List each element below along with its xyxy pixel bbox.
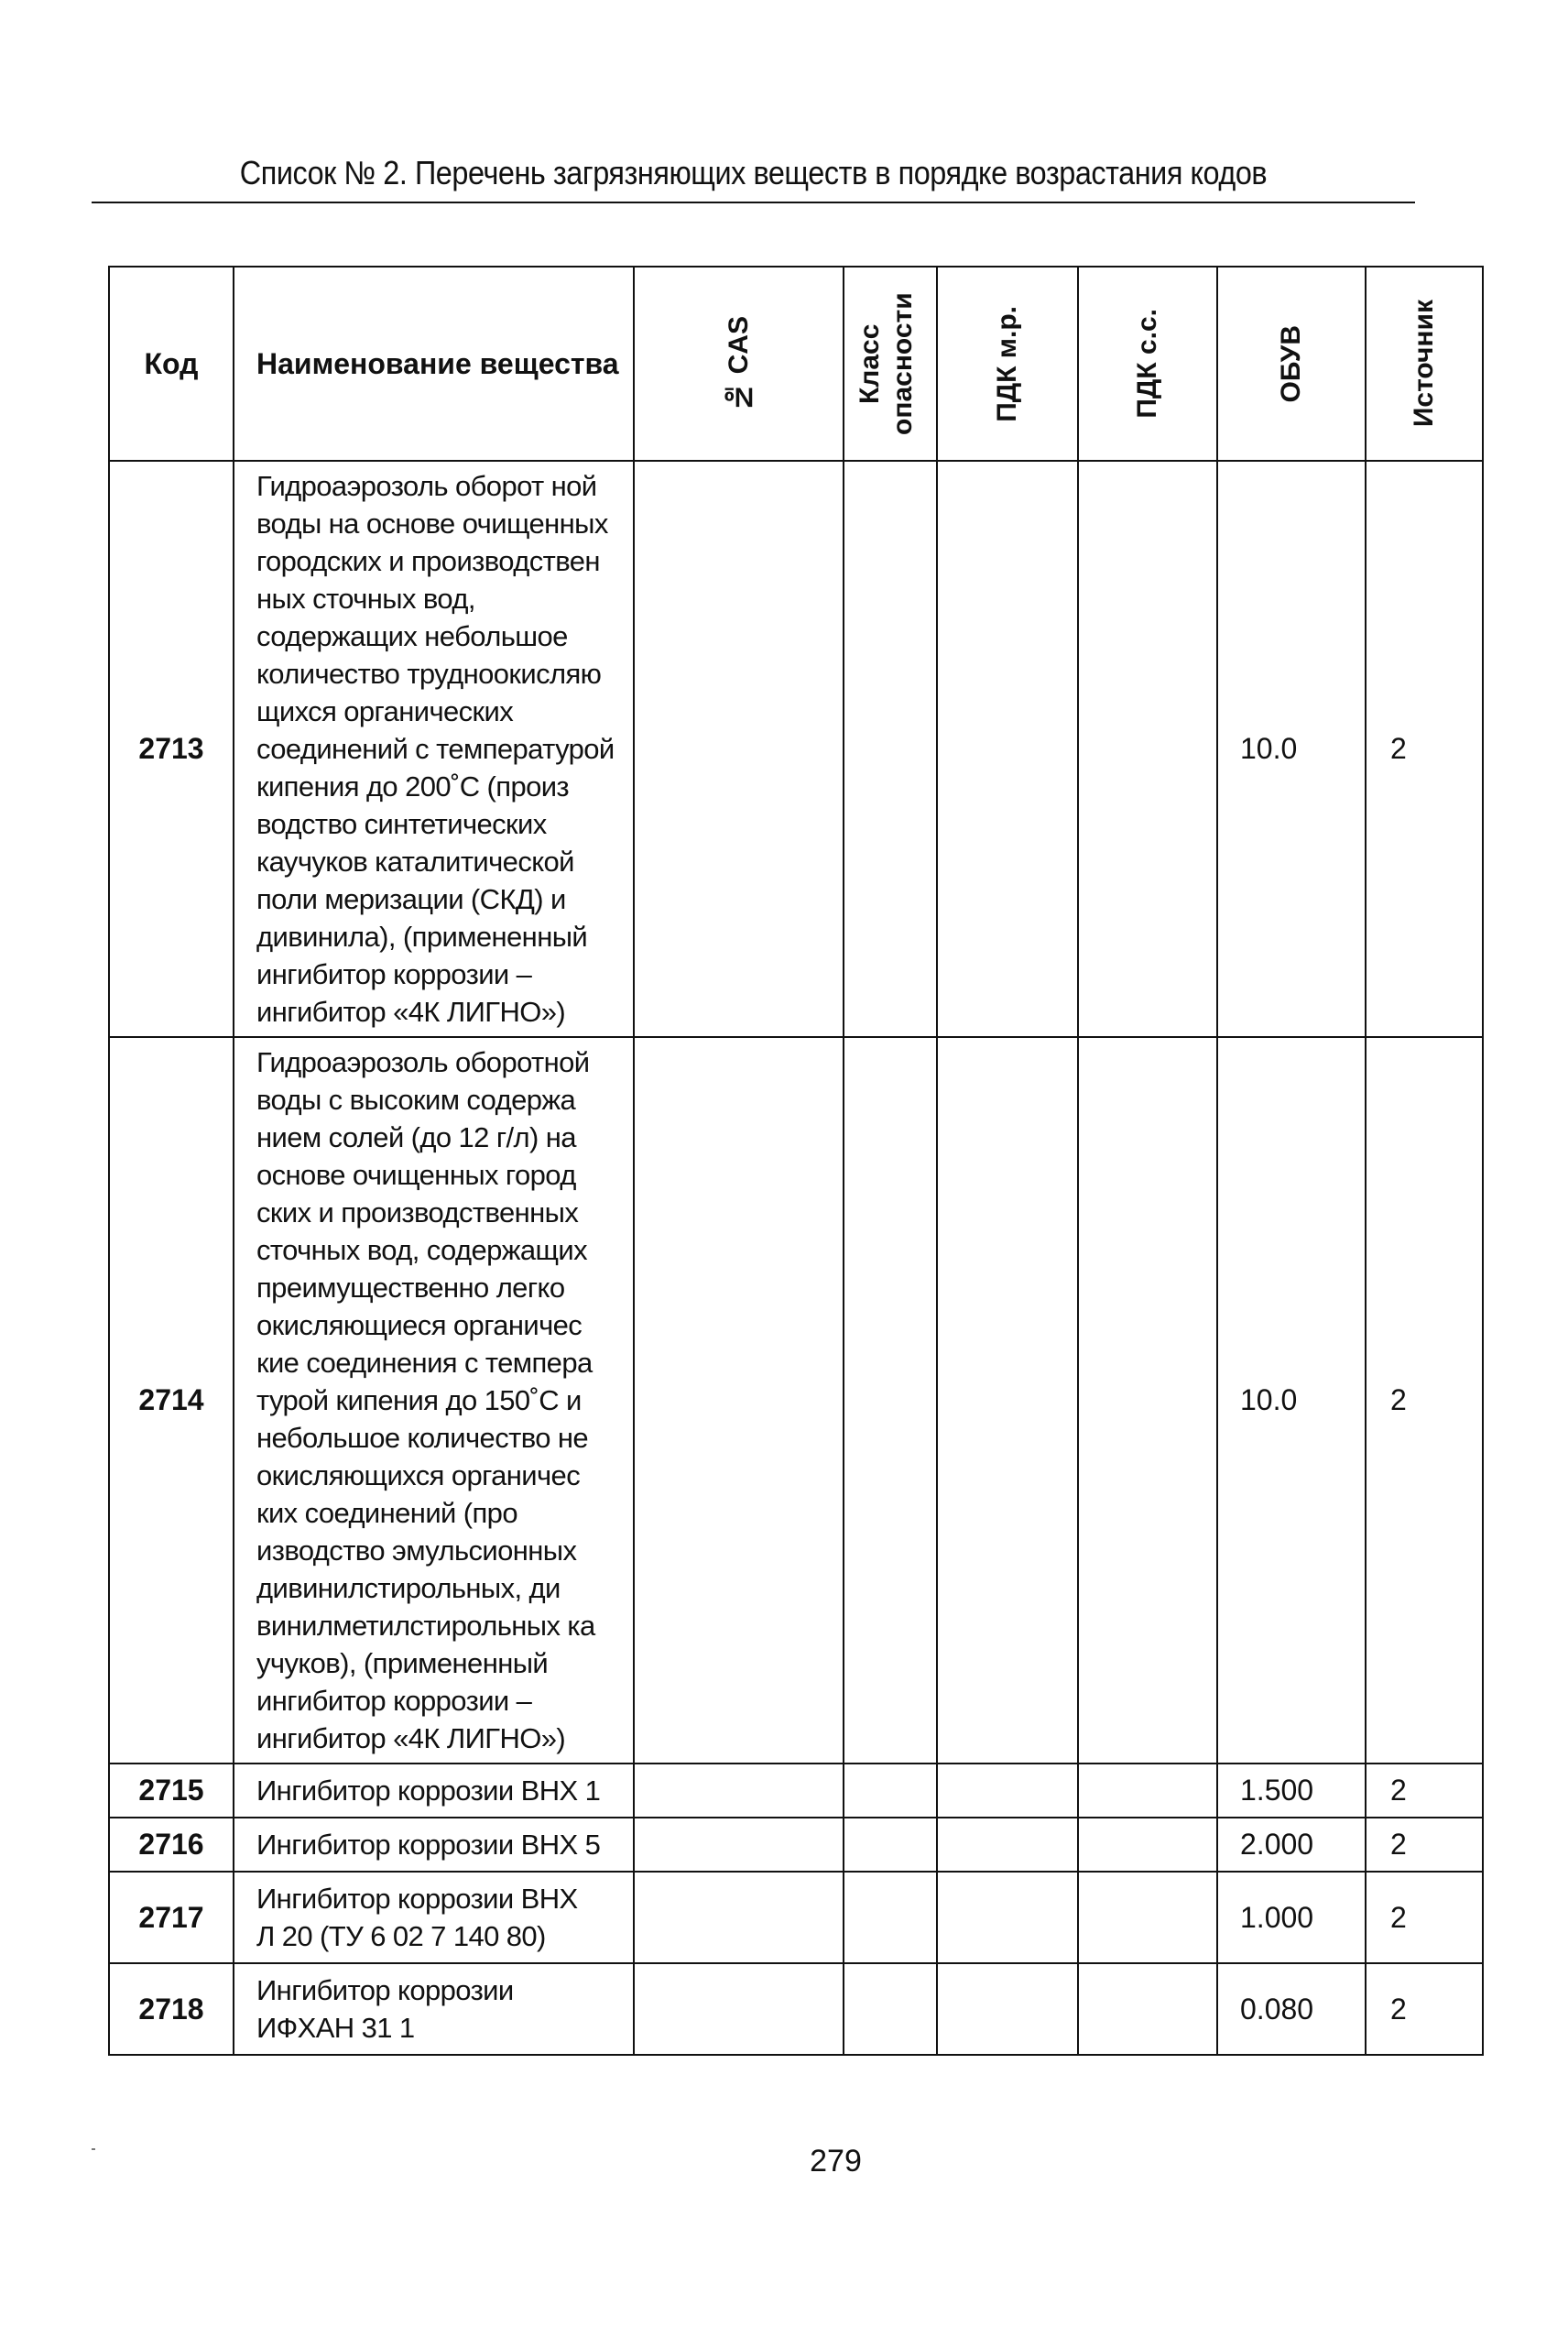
- row-name: Ингибитор коррозии ВНХ 1: [234, 1764, 634, 1818]
- table-row: [109, 461, 1483, 1037]
- row-hazard-class: [844, 1872, 937, 1963]
- table-row: [109, 1872, 1483, 1963]
- row-cas: [634, 461, 844, 1037]
- row-obuv: 10.0: [1217, 1037, 1366, 1764]
- page-title: Список № 2. Перечень загрязняющих веществ в порядке возрастания кодов: [239, 154, 1268, 191]
- row-hazard-class: [844, 1963, 937, 2055]
- row-source: 2: [1366, 461, 1483, 1037]
- row-source: 2: [1366, 1818, 1483, 1872]
- row-cas: [634, 1872, 844, 1963]
- row-cas: [634, 1037, 844, 1764]
- row-pdk-mr: [937, 1963, 1078, 2055]
- row-pdk-ss: [1078, 461, 1217, 1037]
- header-source: [1366, 267, 1483, 461]
- header-hazard-class-label: Класс опасности: [855, 292, 918, 435]
- row-code: 2713: [109, 461, 234, 1037]
- table-row: [109, 1037, 1483, 1764]
- row-source: 2: [1366, 1872, 1483, 1963]
- row-name: Гидроаэрозоль оборотной воды с высоким содержа нием солей (до 12 г/л) на основе очищенных город ских и производственных сточных вод, содержащих преимущественно легко окисляющиеся органичес кие соединения с темпера турой кипения до 150˚С и небольшое количество не окисляющихся органичес ких соединений (про изводство эмульсионных дивинилстирольных, ди винилметилстирольных ка учуков), (примененный ингибитор коррозии – ингибитор «4К ЛИГНО»): [234, 1037, 634, 1764]
- header-pdk-ss: [1078, 267, 1217, 461]
- row-obuv: 0.080: [1217, 1963, 1366, 2055]
- row-obuv: 1.000: [1217, 1872, 1366, 1963]
- table-header-row: [109, 267, 1483, 461]
- row-pdk-mr: [937, 1037, 1078, 1764]
- substances-table: [108, 266, 1484, 2056]
- row-obuv: 2.000: [1217, 1818, 1366, 1872]
- row-pdk-mr: [937, 461, 1078, 1037]
- row-pdk-mr: [937, 1764, 1078, 1818]
- row-pdk-mr: [937, 1872, 1078, 1963]
- row-pdk-ss: [1078, 1872, 1217, 1963]
- row-code: 2718: [109, 1963, 234, 2055]
- page-number: 279: [810, 2144, 862, 2179]
- header-pdk-mr-label: ПДК м.р.: [992, 305, 1022, 422]
- header-cas-label: № CAS: [723, 315, 754, 412]
- header-name: Наименование вещества: [234, 267, 634, 461]
- row-code: 2715: [109, 1764, 234, 1818]
- header-obuv-label: ОБУВ: [1276, 324, 1306, 403]
- header-code: Код: [109, 267, 234, 461]
- row-source: 2: [1366, 1963, 1483, 2055]
- row-obuv: 1.500: [1217, 1764, 1366, 1818]
- header-hazard-class: [844, 267, 937, 461]
- row-pdk-mr: [937, 1818, 1078, 1872]
- row-hazard-class: [844, 1818, 937, 1872]
- row-cas: [634, 1764, 844, 1818]
- row-source: 2: [1366, 1764, 1483, 1818]
- row-code: 2716: [109, 1818, 234, 1872]
- row-pdk-ss: [1078, 1818, 1217, 1872]
- row-cas: [634, 1963, 844, 2055]
- row-hazard-class: [844, 1037, 937, 1764]
- row-cas: [634, 1818, 844, 1872]
- table-row: [109, 1963, 1483, 2055]
- row-pdk-ss: [1078, 1963, 1217, 2055]
- table-row: [109, 1764, 1483, 1818]
- header-pdk-ss-label: ПДК с.с.: [1132, 309, 1162, 419]
- row-code: 2714: [109, 1037, 234, 1764]
- row-pdk-ss: [1078, 1764, 1217, 1818]
- row-pdk-ss: [1078, 1037, 1217, 1764]
- row-obuv: 10.0: [1217, 461, 1366, 1037]
- table-row: [109, 1818, 1483, 1872]
- row-name: Ингибитор коррозии ВНХ Л 20 (ТУ 6 02 7 140 80): [234, 1872, 634, 1963]
- row-hazard-class: [844, 1764, 937, 1818]
- row-source: 2: [1366, 1037, 1483, 1764]
- header-cas: [634, 267, 844, 461]
- row-code: 2717: [109, 1872, 234, 1963]
- title-divider: [92, 202, 1415, 203]
- row-hazard-class: [844, 461, 937, 1037]
- row-name: Гидроаэрозоль оборот ной воды на основе очищенных городских и производствен ных сточных вод, содержащих небольшое количество трудноокисляю щихся органических соединений с температурой кипения до 200˚С (произ водство синтетических каучуков каталитической поли меризации (СКД) и дивинила), (примененный ингибитор коррозии – ингибитор «4К ЛИГНО»): [234, 461, 634, 1037]
- row-name: Ингибитор коррозии ИФХАН 31 1: [234, 1963, 634, 2055]
- row-name: Ингибитор коррозии ВНХ 5: [234, 1818, 634, 1872]
- header-obuv: [1217, 267, 1366, 461]
- header-source-label: Источник: [1409, 300, 1439, 428]
- header-pdk-mr: [937, 267, 1078, 461]
